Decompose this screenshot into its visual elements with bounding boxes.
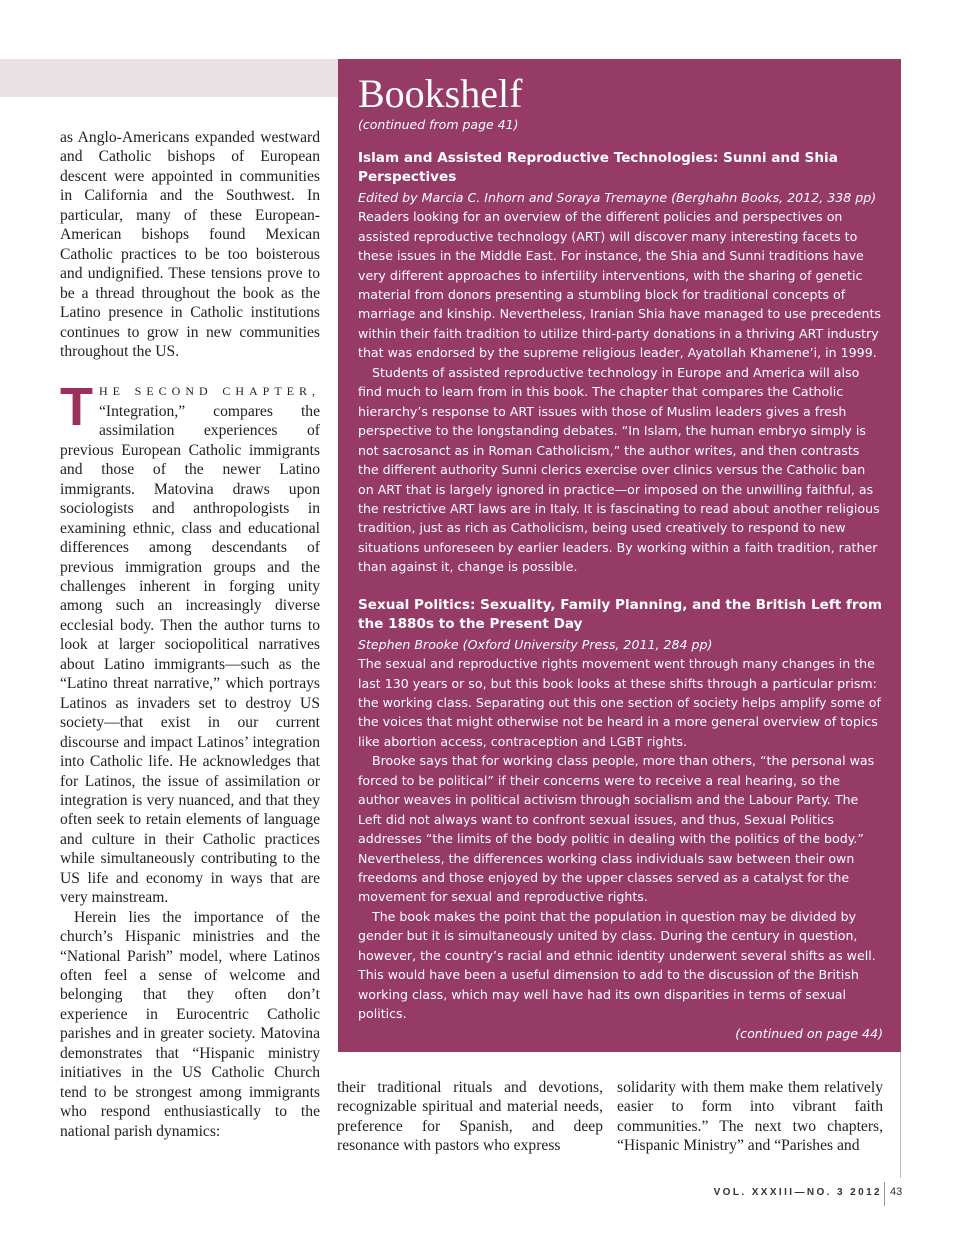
bottom-right-text: solidarity with them make them relatively easier to form into vibrant faith communities.” The next two chapters, “Hispanic Ministry” and “Parishes and: [617, 1079, 883, 1155]
footer-divider: [884, 1182, 885, 1206]
lead-in-smallcaps: HE SECOND CHAPTER,: [99, 384, 320, 399]
paragraph-national-parish: Herein lies the importance of the church’s Hispanic ministries and the “National Parish” model, where Latinos often feel a sense of welcome and belonging that they often don’t experience in Eurocentric Catholic parishes and in greater society. Matovina demonstrates that “Hispanic ministry initiatives in the US Catholic Church tend to be strongest among immigrants who respond enthusiastically to the national parish dynamics:: [60, 908, 320, 1140]
page-number: 43: [890, 1186, 903, 1198]
top-accent-band: [0, 59, 340, 97]
book-meta-sexual-politics: Stephen Brooke (Oxford University Press, 2011, 284 pp): [358, 636, 713, 652]
review-paragraph: Students of assisted reproductive technology in Europe and America will also find much to learn from in this book. The chapter that compares the Catholic hierarchy’s response to ART issues with those of Muslim leaders gives a fresh perspective to the longstanding debates. “In Islam, the human embryo simply is not sacrosanct as in Roman Catholicism,” the author writes, and then contrasts the different authority Sunni clerics exercise over clinics versus the Catholic ban on ART that is largely ignored in practice—or imposed on the unwilling faithful, as the restrictive ART laws are in Italy. It is fascinating to read about another religious tradition, just as rich as Catholicism, being used creatively to respond to new situations unforeseen by earlier leaders. By working within a faith tradition, rather than against it, change is possible.: [358, 364, 880, 575]
paragraph-continuation: as Anglo-Americans expanded westward and Catholic bishops of European descent were appointed in communities in California and the Southwest. In particular, many of these European-American bishops found Mexican Catholic practices to be too boisterous and undignified. These tensions prove to be a thread throughout the book as the Latino presence in Catholic institutions continues to grow in new communities throughout the US.: [60, 129, 320, 360]
section-second-chapter: [60, 377, 320, 907]
book-title-sexual-politics: Sexual Politics: Sexuality, Family Planning, and the British Left from the 1880s to the Present Day: [358, 596, 883, 633]
left-column: [60, 128, 320, 1141]
bottom-middle-column: [337, 1078, 603, 1156]
continued-from-note: (continued from page 41): [358, 117, 519, 132]
paragraph-second-chapter: “Integration,” compares the assimilation experiences of previous European Catholic immigrants and those of the newer Latino immigrants. Matovina draws upon sociologists and anthropologists in examining ethnic, class and educational differences among descendants of previous immigration groups and the challenges inherent in forging unity among such an increasingly diverse ecclesial body. Then the author turns to look at larger sociopolitical narratives about Latino immigrants—such as the “Latino threat narrative,” which portrays Latinos as invaders set to destroy US society—that exist in our current discourse and impact Latinos’ integration into Catholic life. He acknowledges that for Latinos, the issue of assimilation or integration is very nuanced, and that they often seek to retain elements of language and culture in their Catholic practices while simultaneously contributing to the US life and economy in ways that are very mainstream.: [60, 402, 320, 907]
review-paragraph: The sexual and reproductive rights movement went through many changes in the last 130 years or so, but this book looks at these shifts through a particular prism: the working class. Separating out this one section of society helps amplify some of the voices that might otherwise not be heard in a more general overview of topics like abortion access, contraception and LGBT rights.: [358, 656, 881, 749]
issue-footer: VOL. XXXIII—NO. 3 2012: [713, 1187, 882, 1198]
book-meta-islam-art: Edited by Marcia C. Inhorn and Soraya Tremayne (Berghahn Books, 2012, 338 pp): [358, 189, 877, 205]
review-paragraph: The book makes the point that the population in question may be divided by gender but it is simultaneously united by class. During the century in question, however, the country’s racial and ethnic identity underwent several shifts as well. This would have been a useful dimension to add to the discussion of the British working class, which may well have had its own disparities in terms of sexual politics.: [358, 908, 876, 1022]
drop-cap: T: [60, 377, 93, 438]
review-paragraph: Readers looking for an overview of the different policies and perspectives on assisted reproductive technology (ART) will discover many interesting facets to these issues in the Middle East. For instance, the Shia and Sunni traditions have very different approaches to infertility interventions, with the sharing of genetic material from donors presenting a stumbling block for traditional concepts of marriage and kinship. Nevertheless, Iranian Shia have managed to use precedents within their faith tradition to utilize third-party donations in a thriving ART industry that was endorsed by the supreme religious leader, Ayatollah Khamene’i, in 1999.: [358, 209, 881, 361]
bottom-right-column: [617, 1078, 883, 1156]
bottom-middle-text: their traditional rituals and devotions, recognizable spiritual and material needs, preference for Spanish, and deep resonance with pastors who express: [337, 1079, 603, 1155]
sidebar-title: Bookshelf: [358, 71, 523, 116]
bookshelf-sidebar: [338, 59, 901, 1052]
continued-on-note: (continued on page 44): [735, 1025, 883, 1041]
review-paragraph: Brooke says that for working class people, more than others, “the personal was forced to be political” if their concerns were to receive a real hearing, so the author weaves in political activism through socialism and the Labour Party. The Left did not always want to confront sexual issues, and thus, Sexual Politics addresses “the limits of the body politic in dealing with the politics of the body.” Nevertheless, the differences working class individuals saw between their own freedoms and those enjoyed by the upper classes served as a catalyst for the movement for sexual and reproductive rights.: [358, 753, 875, 905]
book-title-islam-art: Islam and Assisted Reproductive Technologies: Sunni and Shia Perspectives: [358, 150, 838, 186]
